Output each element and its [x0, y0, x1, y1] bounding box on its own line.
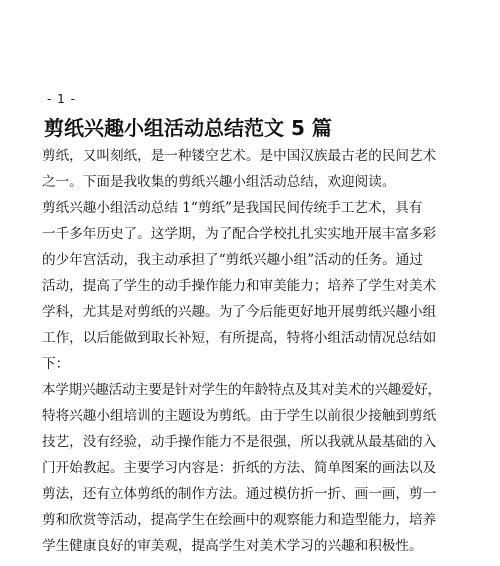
paragraph-line: 的少年宫活动，我主动承担了“剪纸兴趣小组”活动的任务。通过: [42, 252, 423, 268]
paragraph-line: 一千多年历史了。这学期，为了配合学校扎扎实实地开展丰富多彩: [42, 226, 437, 242]
paragraph-line: 剪纸，又叫刻纸，是一种镂空艺术。是中国汉族最古老的民间艺术: [42, 148, 437, 164]
paragraph-line: 本学期兴趣活动主要是针对学生的年龄特点及其对美术的兴趣爱好，: [42, 382, 441, 398]
paragraph-line: 学生健康良好的审美观，提高学生对美术学习的兴趣和积极性。: [42, 538, 423, 554]
paragraph-line: 活动，提高了学生的动手操作能力和审美能力；培养了学生对美术: [42, 278, 437, 294]
paragraph-line: 下：: [42, 356, 70, 372]
document-title: 剪纸兴趣小组活动总结范文 5 篇: [44, 116, 332, 140]
paragraph-line: 门开始教起。主要学习内容是：折纸的方法、简单图案的画法以及: [42, 460, 437, 476]
paragraph-line: 剪和欣赏等活动，提高学生在绘画中的观察能力和造型能力，培养: [42, 512, 437, 528]
paragraph-line: 学科，尤其是对剪纸的兴趣。为了今后能更好地开展剪纸兴趣小组: [42, 304, 437, 320]
paragraph-line: 特将兴趣小组培训的主题设为剪纸。由于学生以前很少接触到剪纸: [42, 408, 437, 424]
paragraph-line: 工作，以后能做到取长补短，有所提高，特将小组活动情况总结如: [42, 330, 437, 346]
page-number: - 1 -: [47, 92, 76, 106]
paragraph-line: 之一。下面是我收集的剪纸兴趣小组活动总结，欢迎阅读。: [42, 174, 396, 190]
paragraph-line: 剪法，还有立体剪纸的制作方法。通过模仿折一折、画一画，剪一: [42, 486, 437, 502]
paragraph-line: 剪纸兴趣小组活动总结 1“剪纸”是我国民间传统手工艺术，具有: [42, 200, 423, 216]
clipped-text-row: [42, 556, 462, 566]
paragraph-line: 技艺，没有经验，动手操作能力不是很强，所以我就从最基础的入: [42, 434, 437, 450]
